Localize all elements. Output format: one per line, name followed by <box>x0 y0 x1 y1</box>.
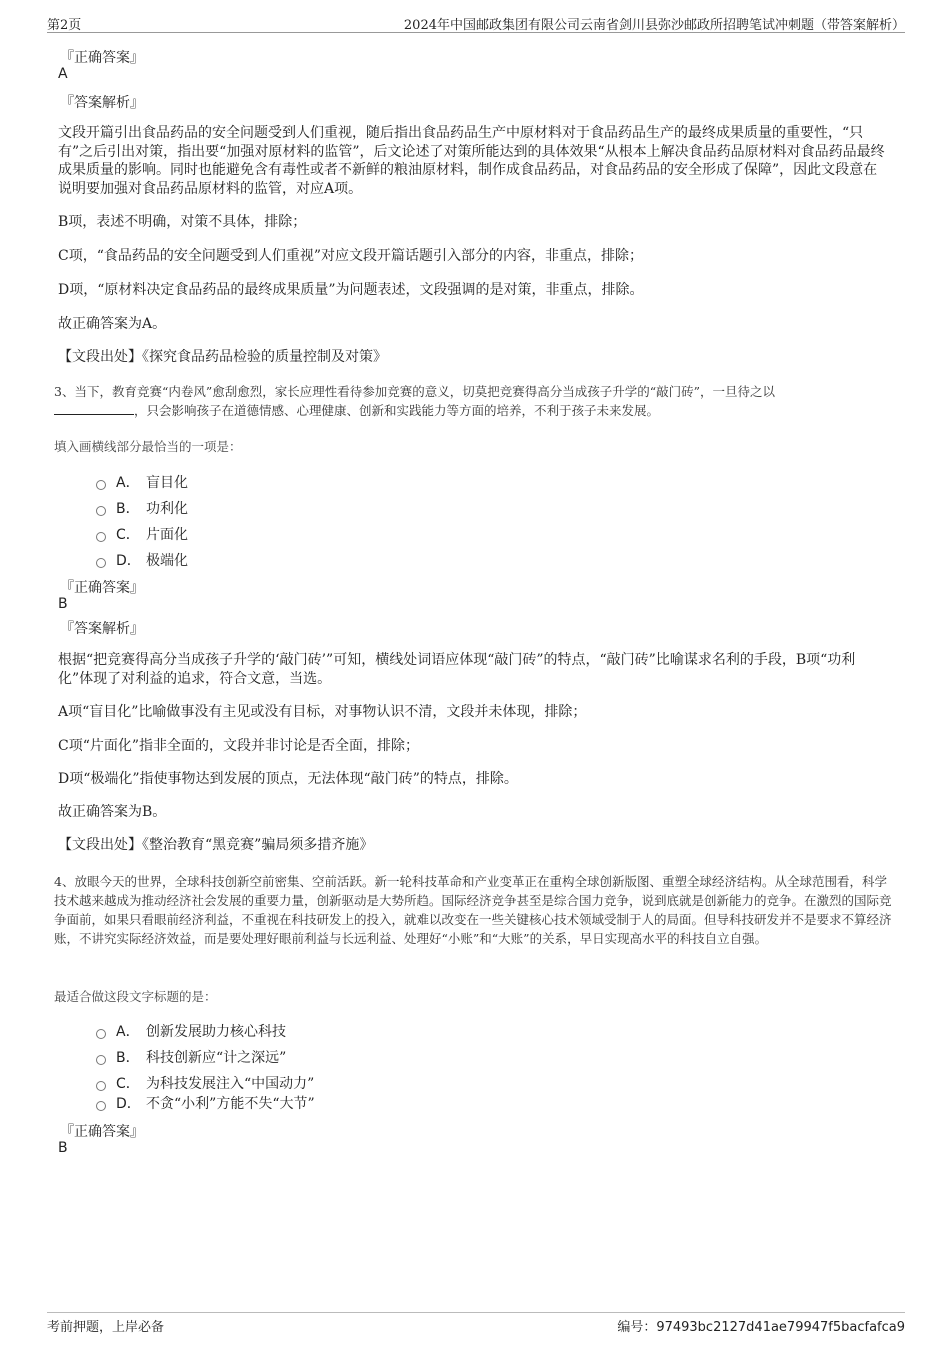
radio-icon[interactable] <box>96 1029 106 1039</box>
q3-answer-label: 『正确答案』 <box>60 580 144 596</box>
radio-icon[interactable] <box>96 506 106 516</box>
q2-analysis-paragraph: C项，“食品药品的安全问题受到人们重视”对应文段开篇话题引入部分的内容，非重点，排除； <box>58 248 644 264</box>
q2-analysis-paragraph: 文段开篇引出食品药品的安全问题受到人们重视，随后指出食品药品生产中原材料对于食品药品生产的最终成果质量的重要性，“只有”之后引出对策，指出要“加强对原材料的监管”，后文论述了对策所能达到的具体效果“从根本上解决食品药品原材料对食品药品最终成果质量的影响。同时也能避免含有毒性或者不新鲜的粮油原材料，制作成食品药品，对食品药品的安全形成了保障”，因此文段意在说明要加强对食品药品原材料的监管，对应A项。 <box>58 125 885 197</box>
q4-question-text: 4、放眼今天的世界，全球科技创新空前密集、空前活跃。新一轮科技革命和产业变革正在重构全球创新版图、重塑全球经济结构。从全球范围看，科学技术越来越成为推动经济社会发展的重要力量，创新驱动是大势所趋。国际经济竞争甚至是综合国力竞争，说到底就是创新能力的竞争。在激烈的国际竞争面前，如果只看眼前经济利益，不重视在科技研发上的投入，就难以改变在一些关键核心技术领域受制于人的局面。但导科技研发并不是要求不算经济账，不讲究实际经济效益，而是要处理好眼前利益与长远利益、处理好“小账”和“大账”的关系，早日实现高水平的科技自立自强。 <box>54 874 892 946</box>
q3-option-a[interactable]: A． 盲目化 <box>96 472 188 492</box>
q4-option-b[interactable]: B． 科技创新应“计之深远” <box>96 1047 286 1067</box>
q4-option-a[interactable]: A． 创新发展助力核心科技 <box>96 1021 286 1041</box>
footer-slogan: 考前押题，上岸必备 <box>47 1320 165 1335</box>
q2-analysis-paragraph: D项，“原材料决定食品药品的最终成果质量”为问题表述，文段强调的是对策，非重点，排除。 <box>58 282 644 298</box>
q3-analysis-paragraph: C项“片面化”指非全面的，文段并非讨论是否全面，排除； <box>58 738 420 754</box>
q3-option-c[interactable]: C． 片面化 <box>96 524 188 544</box>
q2-analysis-paragraph: B项，表述不明确，对策不具体，排除； <box>58 214 307 230</box>
radio-icon[interactable] <box>96 532 106 542</box>
q2-conclusion: 故正确答案为A。 <box>58 316 167 332</box>
q2-analysis-label: 『答案解析』 <box>60 95 144 111</box>
q3-prompt: 填入画横线部分最恰当的一项是： <box>54 439 242 454</box>
q3-question-text <box>54 382 899 420</box>
q3-conclusion: 故正确答案为B。 <box>58 804 167 820</box>
document-title: 2024年中国邮政集团有限公司云南省剑川县弥沙邮政所招聘笔试冲刺题（带答案解析） <box>403 18 905 33</box>
document-code: 编号：97493bc2127d41ae79947f5bacfafca9 <box>617 1320 905 1335</box>
q3-text-after: ，只会影响孩子在道德情感、心理健康、创新和实践能力等方面的培养，不利于孩子未来发展。 <box>134 403 660 418</box>
radio-icon[interactable] <box>96 1101 106 1111</box>
q3-source: 【文段出处】《整治教育“黑竞赛”骗局须多措齐施》 <box>58 837 374 853</box>
radio-icon[interactable] <box>96 558 106 568</box>
q3-analysis-paragraph: D项“极端化”指使事物达到发展的顶点，无法体现“敲门砖”的特点，排除。 <box>58 771 518 787</box>
q4-option-c[interactable]: C． 为科技发展注入“中国动力” <box>96 1073 314 1093</box>
radio-icon[interactable] <box>96 480 106 490</box>
q3-option-b[interactable]: B． 功利化 <box>96 498 188 518</box>
q4-option-d[interactable]: D． 不贪“小利”方能不失“大节” <box>96 1093 315 1113</box>
page-number: 第2页 <box>47 18 82 33</box>
q3-analysis-paragraph: A项“盲目化”比喻做事没有主见或没有目标，对事物认识不清，文段并未体现，排除； <box>58 704 587 720</box>
q3-answer: B <box>58 596 68 612</box>
q3-analysis-paragraph: 根据“把竞赛得高分当成孩子升学的‘敲门砖’”可知，横线处词语应体现“敲门砖”的特点，“敲门砖”比喻谋求名利的手段，B项“功利化”体现了对利益的追求，符合文意，当选。 <box>58 652 856 687</box>
q4-prompt: 最适合做这段文字标题的是： <box>54 989 217 1004</box>
radio-icon[interactable] <box>96 1055 106 1065</box>
q2-answer-label: 『正确答案』 <box>60 50 144 66</box>
radio-icon[interactable] <box>96 1081 106 1091</box>
q2-answer: A <box>58 66 68 82</box>
page-header <box>47 12 905 33</box>
q3-option-d[interactable]: D． 极端化 <box>96 550 188 570</box>
page-footer <box>47 1312 905 1337</box>
q3-analysis-label: 『答案解析』 <box>60 621 144 637</box>
q4-answer-label: 『正确答案』 <box>60 1124 144 1140</box>
q4-answer: B <box>58 1140 68 1156</box>
q2-source: 【文段出处】《探究食品药品检验的质量控制及对策》 <box>58 349 387 365</box>
q3-text-before: 3、当下，教育竞赛“内卷风”愈刮愈烈，家长应理性看待参加竞赛的意义，切莫把竞赛得高分当成孩子升学的“敲门砖”，一旦待之以 <box>54 384 776 399</box>
q3-blank <box>54 402 134 415</box>
